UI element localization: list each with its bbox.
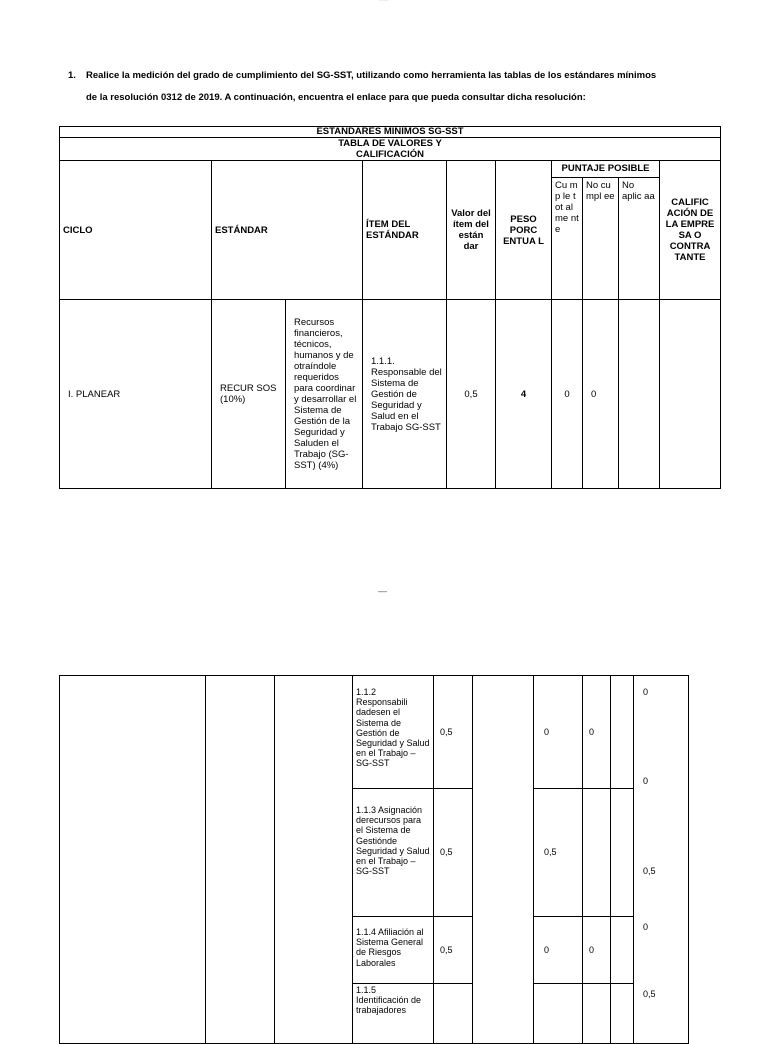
cell-no-cumple: 0 xyxy=(583,300,619,489)
header-item: ÍTEM DEL ESTÁNDAR xyxy=(363,161,447,300)
calificacion-value-5: 0,5 xyxy=(643,989,656,999)
cell-item: 1.1.1. Responsable del Sistema de Gestión de Seguridad y Salud en el Trabajo SG-SST xyxy=(363,300,447,489)
header-ciclo: CICLO xyxy=(60,161,212,300)
header-valor: Valor del ítem del están dar xyxy=(447,161,496,300)
table-title-line-3: CALIFICACIÓN xyxy=(355,149,425,160)
table-title-2 xyxy=(60,138,721,161)
cell-peso-empty xyxy=(473,676,534,1044)
cell-valor: 0,5 xyxy=(447,300,496,489)
header-calificacion: CALIFIC ACIÓN DE LA EMPRE SA O CONTRA TANTE xyxy=(660,161,721,300)
valor-1-1-3: 0,5 xyxy=(434,789,473,917)
item-1-1-3: 1.1.3 Asignación derecursos para el Sistema de Gestiónde Seguridad y Salud en el Trabajo – SG-SST xyxy=(353,789,434,917)
instruction-text-2: de la resolución 0312 de 2019. A continuación, encuentra el enlace para que pueda consultar dicha resolución: xyxy=(86,92,586,103)
item-1-1-5: 1.1.5 Identificación de trabajadores xyxy=(353,984,434,1044)
no-cumple-1-1-4: 0 xyxy=(583,917,611,984)
table-title-line-2: TABLA DE VALORES Y xyxy=(338,138,442,149)
calificacion-column xyxy=(634,676,689,1044)
page-mid-mark: — xyxy=(378,586,387,596)
calificacion-value-2: 0 xyxy=(643,776,649,786)
table-title-1: ESTANDARES MINIMOS SG-SST xyxy=(60,127,721,138)
calificacion-value-4: 0 xyxy=(643,922,649,932)
header-no-aplica: No aplic aa xyxy=(619,178,660,300)
valor-1-1-2: 0,5 xyxy=(434,676,473,789)
valor-1-1-5 xyxy=(434,984,473,1044)
no-aplica-1-1-2 xyxy=(611,676,634,789)
calificacion-value-1: 0 xyxy=(643,687,649,697)
cell-cumple: 0 xyxy=(552,300,583,489)
header-no-cumple: No cu mpl ee xyxy=(583,178,619,300)
no-aplica-1-1-5 xyxy=(611,984,634,1044)
cumple-1-1-4: 0 xyxy=(534,917,583,984)
cell-ciclo-empty xyxy=(60,676,206,1044)
header-estandar: ESTÁNDAR xyxy=(212,161,363,300)
header-puntaje: PUNTAJE POSIBLE xyxy=(552,161,660,178)
cell-subestandar: Recursos financieros, técnicos, humanos y de otraíndole requeridos para coordinar y desarrollar el Sistema de Gestión de la Seguridad y Saluden el Trabajo (SG-SST) (4%) xyxy=(286,300,363,489)
item-1-1-2: 1.1.2 Responsabili dadesen el Sistema de Gestión de Seguridad y Salud en el Trabajo – SG-SST xyxy=(353,676,434,789)
cumple-1-1-3: 0,5 xyxy=(534,789,583,917)
standards-table-1 xyxy=(59,126,721,489)
no-cumple-1-1-3 xyxy=(583,789,611,917)
no-cumple-1-1-5 xyxy=(583,984,611,1044)
cell-peso: 4 xyxy=(496,300,552,489)
calificacion-value-3: 0,5 xyxy=(643,866,656,876)
no-aplica-1-1-3 xyxy=(611,789,634,917)
valor-1-1-4: 0,5 xyxy=(434,917,473,984)
no-cumple-1-1-2: 0 xyxy=(583,676,611,789)
header-peso: PESO PORC ENTUA L xyxy=(496,161,552,300)
instruction-text-1: Realice la medición del grado de cumplimiento del SG-SST, utilizando como herramienta las tablas de los estándares mínimos xyxy=(86,70,657,81)
cell-estandar-empty xyxy=(206,676,275,1044)
page-top-mark xyxy=(379,0,388,4)
cell-subestandar-empty xyxy=(275,676,353,1044)
standards-table-2 xyxy=(59,675,689,1044)
cell-no-aplica xyxy=(619,300,660,489)
cumple-1-1-2: 0 xyxy=(534,676,583,789)
item-1-1-4: 1.1.4 Afiliación al Sistema General de Riesgos Laborales xyxy=(353,917,434,984)
header-cumple: Cu mp le tot al me nte xyxy=(552,178,583,300)
instruction-number: 1. xyxy=(68,70,76,81)
cumple-1-1-5 xyxy=(534,984,583,1044)
cell-estandar: RECUR SOS (10%) xyxy=(212,300,286,489)
cell-calificacion xyxy=(660,300,721,489)
no-aplica-1-1-4 xyxy=(611,917,634,984)
cell-ciclo: I. PLANEAR xyxy=(60,300,212,489)
